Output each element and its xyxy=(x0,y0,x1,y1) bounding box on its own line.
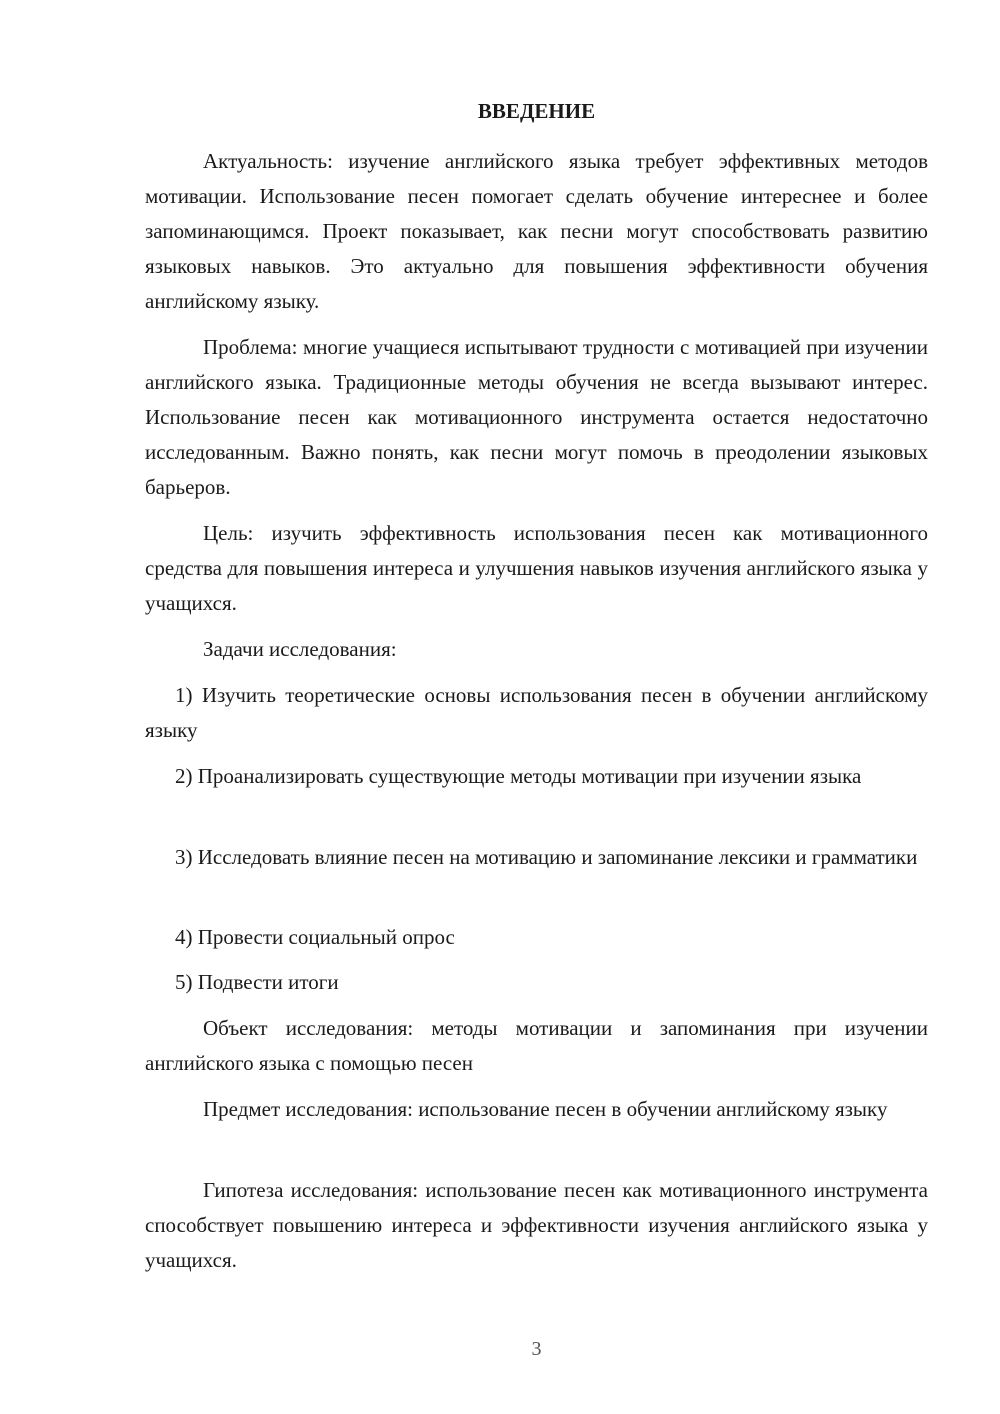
paragraph-relevance: Актуальность: изучение английского языка требует эффективных методов мотивации. Использование песен помогает сделать обучение интереснее и более запоминающимся. Проект показывает, как песни могут способствовать развитию языковых навыков. Это актуально для повышения эффективности обучения английскому языку. xyxy=(145,149,928,313)
paragraph-object: Объект исследования: методы мотивации и запоминания при изучении английского языка с помощью песен xyxy=(145,1016,928,1075)
paragraph-subject: Предмет исследования: использование песен в обучении английскому языку xyxy=(203,1097,888,1121)
page-number: 3 xyxy=(531,1338,542,1360)
task-item-4: 4) Провести социальный опрос xyxy=(175,925,455,949)
page-title: ВВЕДЕНИЕ xyxy=(477,99,596,123)
task-item-1: 1) Изучить теоретические основы использования песен в обучении английскому языку xyxy=(145,683,928,742)
paragraph-hypothesis: Гипотеза исследования: использование песен как мотивационного инструмента способствует повышению интереса и эффективности изучения английского языка у учащихся. xyxy=(145,1178,928,1272)
paragraph-goal: Цель: изучить эффективность использования песен как мотивационного средства для повышения интереса и улучшения навыков изучения английского языка у учащихся. xyxy=(145,521,928,615)
tasks-heading: Задачи исследования: xyxy=(203,637,397,661)
task-item-5: 5) Подвести итоги xyxy=(175,970,339,994)
paragraph-problem: Проблема: многие учащиеся испытывают трудности с мотивацией при изучении английского языка. Традиционные методы обучения не всегда вызывают интерес. Использование песен как мотивационного инструмента остается недостаточно исследованным. Важно понять, как песни могут помочь в преодолении языковых барьеров. xyxy=(145,335,928,499)
task-item-3: 3) Исследовать влияние песен на мотивацию и запоминание лексики и грамматики xyxy=(175,845,918,869)
task-item-2: 2) Проанализировать существующие методы мотивации при изучении языка xyxy=(175,764,862,788)
document-page xyxy=(145,0,928,1414)
